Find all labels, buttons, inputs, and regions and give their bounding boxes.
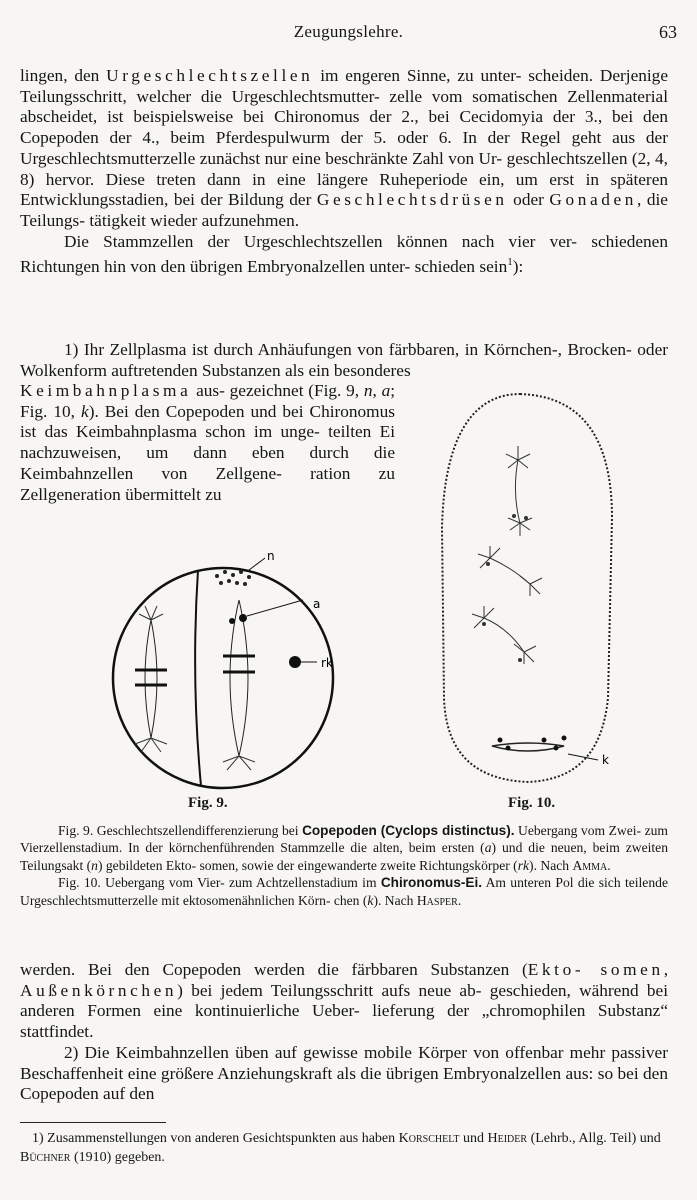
spaced-term: Keimbahnplasma: [20, 381, 192, 400]
germline-mother-cell: [492, 743, 564, 751]
spaced-term: Geschlechtsdrüsen: [316, 190, 508, 210]
label-rk: rk: [321, 656, 333, 670]
paragraph-keimbahnplasma-continued: Keimbahnplasma aus- gezeichnet (Fig. 9, n, a; Fig. 10, k). Bei den Copepoden und bei Chironomus ist das Keimbahnplasma schon im unge- teilten Ei nachzuweisen, um dann eben durch die Keimbahnzellen von Zellgene- ration zu Zellgeneration übermittelt zu: [20, 381, 396, 504]
paragraph-keimbahnplasma: 1) Ihr Zellplasma ist durch Anhäufungen von färbbaren, in Körnchen-, Brocken- oder Wolkenform auftretenden Substanzen als ein besonderes: [20, 340, 668, 380]
cell-division-line: [195, 570, 201, 786]
body-text-narrow: [20, 340, 668, 381]
polar-body-rk: [289, 656, 301, 668]
running-title: Zeugungslehre.: [293, 22, 404, 41]
caption-fig-10: Fig. 10. Uebergang vom Vier- zum Achtzellenstadium im Chironomus-Ei. Am unteren Pol die sich teilende Urgeschlechtsmutterzelle mit ektosomenähnlichen Körn- chen (k). Nach Hasper.: [20, 875, 668, 908]
footnote-ref: 1: [507, 256, 513, 269]
caption-fig-9: Fig. 9. Geschlechtszellendifferenzierung bei Copepoden (Cyclops distinctus). Uebergang vom Zwei- zum Vierzellenstadium. In der körnchenführenden Stammzelle die alten, beim ersten (a) und die neuen, beim zweiten Teilungsakt (n) gebildeten Ekto- somen, sowie der eingewanderte zweite Richtungskörper (rk). Nach Amma.: [20, 823, 668, 873]
egg-outline: [442, 394, 612, 782]
footnote-rule: [20, 1122, 166, 1123]
label-a: a: [313, 597, 321, 611]
page-header: [20, 22, 677, 46]
paragraph-urgeschlechtszellen: lingen, den Urgeschlechtszellen im engeren Sinne, zu unter- scheiden. Derjenige Teilungsschritt, welcher die Urgeschlechtsmutter- zelle vom somatischen Zellenmaterial abscheidet, ist beispielsweise bei Chironomus der 2., bei Cecidomyia der 3., bei den Copepoden der 4., beim Pferdespulwurm der 5. oder 6. In der Regel geht aus der Urgeschlechtsmutterzelle zunächst nur eine beschränkte Zahl von Ur- geschlechtszellen (2, 4, 8) hervor. Diese treten dann in eine längere Ruheperiode ein, um erst in späteren Entwicklungsstadien, bei der Bildung der Geschlechtsdrüsen oder Gonaden, die Teilungs- tätigkeit wieder aufzunehmen.: [20, 66, 668, 230]
page-number: 63: [659, 22, 677, 42]
granule-marks: [482, 514, 528, 662]
label-n: n: [267, 549, 275, 563]
body-text-narrow-column: [20, 381, 395, 505]
paragraph-werden: werden. Bei den Copepoden werden die färbbaren Substanzen (Ekto- somen, Außenkörnchen) bei jedem Teilungsschritt aufs neue ab- geschieden, während bei anderen Formen eine kontinuierliche Ueber- lieferung der „chromophilen Substanz“ stattfindet.: [20, 960, 669, 1042]
paragraph-mobile-koerper: 2) Die Keimbahnzellen üben auf gewisse mobile Körper von offenbar mehr passiver Beschaffenheit eine größere Anziehungskraft als die übrigen Embryonalzellen aus: so bei den Copepoden auf den: [20, 1042, 668, 1104]
spindle-left: [145, 620, 157, 738]
chromosomes-right: [223, 656, 255, 672]
spaced-term: Ekto- somen: [527, 960, 664, 979]
figure-10-drawing: [432, 388, 622, 788]
aster-marks: [472, 446, 542, 664]
figure-9-label: Fig. 9.: [188, 795, 228, 811]
body-text-top: [20, 66, 668, 278]
spaced-term: Gonaden: [549, 190, 638, 210]
spindles: [484, 460, 530, 652]
figure-9-drawing: [105, 548, 367, 798]
paragraph-stammzellen: Die Stammzellen der Urgeschlechtszellen können nach vier ver- schiedenen Richtungen hin von den übrigen Embryonalzellen unter- schieden sein$^1$):: [20, 231, 668, 277]
body-text-bottom: [20, 960, 668, 1105]
label-k: k: [602, 753, 609, 767]
spaced-term: Urgeschlechtszellen: [106, 66, 314, 85]
figure-10-label: Fig. 10.: [508, 795, 556, 811]
figure-captions: [20, 822, 668, 909]
ectosome-a: [239, 614, 247, 622]
spaced-term: Außenkörnchen: [20, 980, 178, 1000]
footnote: 1) Zusammenstellungen von anderen Gesichtspunkten aus haben Korschelt und Heider (Lehrb., Allg. Teil) und Büchner (1910) gegeben.: [20, 1131, 661, 1165]
chromosomes-left: [135, 670, 167, 685]
ectosome-granules: [215, 570, 251, 586]
